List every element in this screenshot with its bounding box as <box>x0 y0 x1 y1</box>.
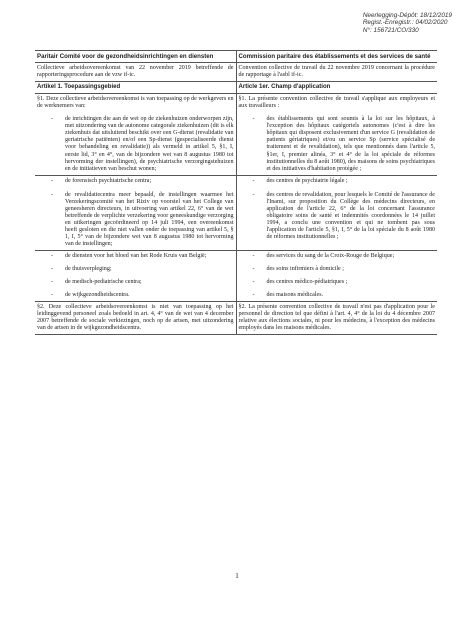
paragraph-1-nl: §1. Deze collectieve arbeidsovereenkomst is van toepassing op de werkgevers en de werknemers van: <box>37 96 234 110</box>
article-heading-nl: Artikel 1. Toepassingsgebied <box>35 82 236 94</box>
cell-nl-2 <box>35 175 236 250</box>
row-list-c <box>35 251 437 302</box>
cell-fr-1 <box>236 94 437 175</box>
list-item: - de thuisverpleging; <box>65 266 234 273</box>
paragraph-1-fr: §1. La présente convention collective de travail s'applique aux employeurs et aux travailleurs : <box>238 96 435 110</box>
title-fr: Commission paritaire des établissements et des services de santé <box>236 51 437 63</box>
list-item: - de wijkgezondheidscentra. <box>65 292 234 299</box>
cell-nl-3 <box>35 251 236 302</box>
list-item: - des centres de psychiatrie légale ; <box>267 178 436 185</box>
row-paragraph-1 <box>35 94 437 175</box>
list-item: - de medisch-pediatrische centra; <box>65 279 234 286</box>
title-nl: Paritair Comité voor de gezondheidsinrichtingen en diensten <box>35 51 236 63</box>
cell-fr-2 <box>236 175 437 250</box>
list-item: - des établissements qui sont soumis à la loi sur les hôpitaux, à l'exception des hôpitaux catégoriels autonomes (c'est à dire les hôpitaux qui disposent exclusivement d'un service G (revalidation de patients gériatriques) et/ou un service Sp (service spécialisé de traitement et de revalidation), tels que mentionnés dans l'article 5, §1er, I, premier alinéa, 3° et 4° de la loi spéciale de réformes institutionnelles du 8 août 1980), des maisons de soins psychiatriques et des initiatives d'habitation protégée ; <box>267 116 436 172</box>
list-a-fr <box>239 116 436 172</box>
list-b-nl <box>37 178 234 248</box>
list-item: - de inrichtingen die aan de wet op de ziekenhuizen onderworpen zijn, met uitzondering van de autonome categorale ziekenhuizen (dit is elk ziekenhuis dat uitsluitend beschikt over een G-dienst (revalidatie van geriatrische patiënten) en/of een Sp-dienst (gespecialiseerde dienst voor behandeling en revalidatie)) als vermeld in artikel 5, §1, I, eerste lid, 3° en 4°, van de bijzondere wet van 8 augustus 1980 tot hervorming der instellingen), de psychiatrische verzorgingstehuizen en de initiatieven van beschut wonen; <box>65 116 234 172</box>
row-paragraph-2 <box>35 302 437 335</box>
stamp-line-number: N°: 156721/CO/330 <box>362 26 419 34</box>
list-item: - des services du sang de la Croix-Rouge de Belgique; <box>267 253 436 260</box>
list-c-nl <box>37 253 234 299</box>
list-item: - de diensten voor het bloed van het Rode Kruis van België; <box>65 253 234 260</box>
list-c-fr <box>239 253 436 299</box>
list-item: - des soins infirmiers à domicile ; <box>267 266 436 273</box>
row-title <box>35 51 437 63</box>
list-item: - des centres médico-pédiatriques ; <box>267 279 436 286</box>
list-a-nl <box>37 116 234 172</box>
list-item: - des maisons médicales. <box>267 292 436 299</box>
intro-nl: Collectieve arbeidsovereenkomst van 22 november 2019 betreffende de rapporteringsprocedure aan de vzw if-ic. <box>35 63 236 82</box>
intro-fr: Convention collective de travail du 22 novembre 2019 concernant la procédure de rapportage à l'asbl if-ic. <box>236 63 437 82</box>
article-heading-fr: Article 1er. Champ d'application <box>236 82 437 94</box>
row-intro <box>35 63 437 82</box>
row-list-b <box>35 175 437 250</box>
paragraph-2-nl: §2. Deze collectieve arbeidsovereenkomst is niet van toepassing op het leidinggevend personeel zoals bedoeld in art. 4, 4° van de wet van 4 december 2007 betreffende de sociale verkiezingen, noch op de artsen, met uitzondering van de artsen in de wijkgezondheidscentra. <box>35 302 236 335</box>
row-article-heading <box>35 82 437 94</box>
bilingual-table <box>35 50 437 335</box>
stamp-line-deposit: Neerlegging-Dépôt: 18/12/2019 <box>362 12 452 19</box>
cell-nl-1 <box>35 94 236 175</box>
registration-stamp <box>363 12 452 34</box>
page-number: 1 <box>235 572 239 580</box>
list-item: - de forensisch psychiatrische centra; <box>65 178 234 185</box>
list-item: - des centres de revalidation, pour lesquels le Comité de l'assurance de l'Inami, sur proposition du Collège des médecins directeurs, en application de l'article 22, 6° de la loi concernant l'assurance obligatoire soins de santé et indemnités coordonnées le 14 juillet 1994, a conclu une convention et qui ne tombent pas sous l'application de l'article 5, §1, I, 5° de la loi spéciale du 8 août 1980 de réformes institutionnelles ; <box>267 192 436 241</box>
list-item: - de revalidatiecentra meer bepaald, de instellingen waarmee het Verzekeringscomité van het Riziv op voorstel van het College van geneesheren directeurs, in uitvoering van artikel 22, 6° van de wet betreffende de verplichte verzekering voor geneeskundige verzorging en uitkeringen gecoördineerd op 14 juli 1994, een overeenkomst heeft gesloten en die niet vallen onder de toepassing van artikel 5, § 1, I, 5° van de bijzondere wet van 8 augustus 1980 tot hervorming van de instellingen; <box>65 192 234 248</box>
list-b-fr <box>239 178 436 241</box>
stamp-line-registration: Regist.-Enregistr.: 04/02/2020 <box>362 19 448 27</box>
cell-fr-3 <box>236 251 437 302</box>
paragraph-2-fr: §2. La présente convention collective de travail n'est pas d'application pour le personnel de direction tel que défini à l'art. 4, 4° de la loi du 4 décembre 2007 relative aux élections sociales, ni pour les médecins, à l'exception des médecins employés dans les maisons médicales. <box>236 302 437 335</box>
